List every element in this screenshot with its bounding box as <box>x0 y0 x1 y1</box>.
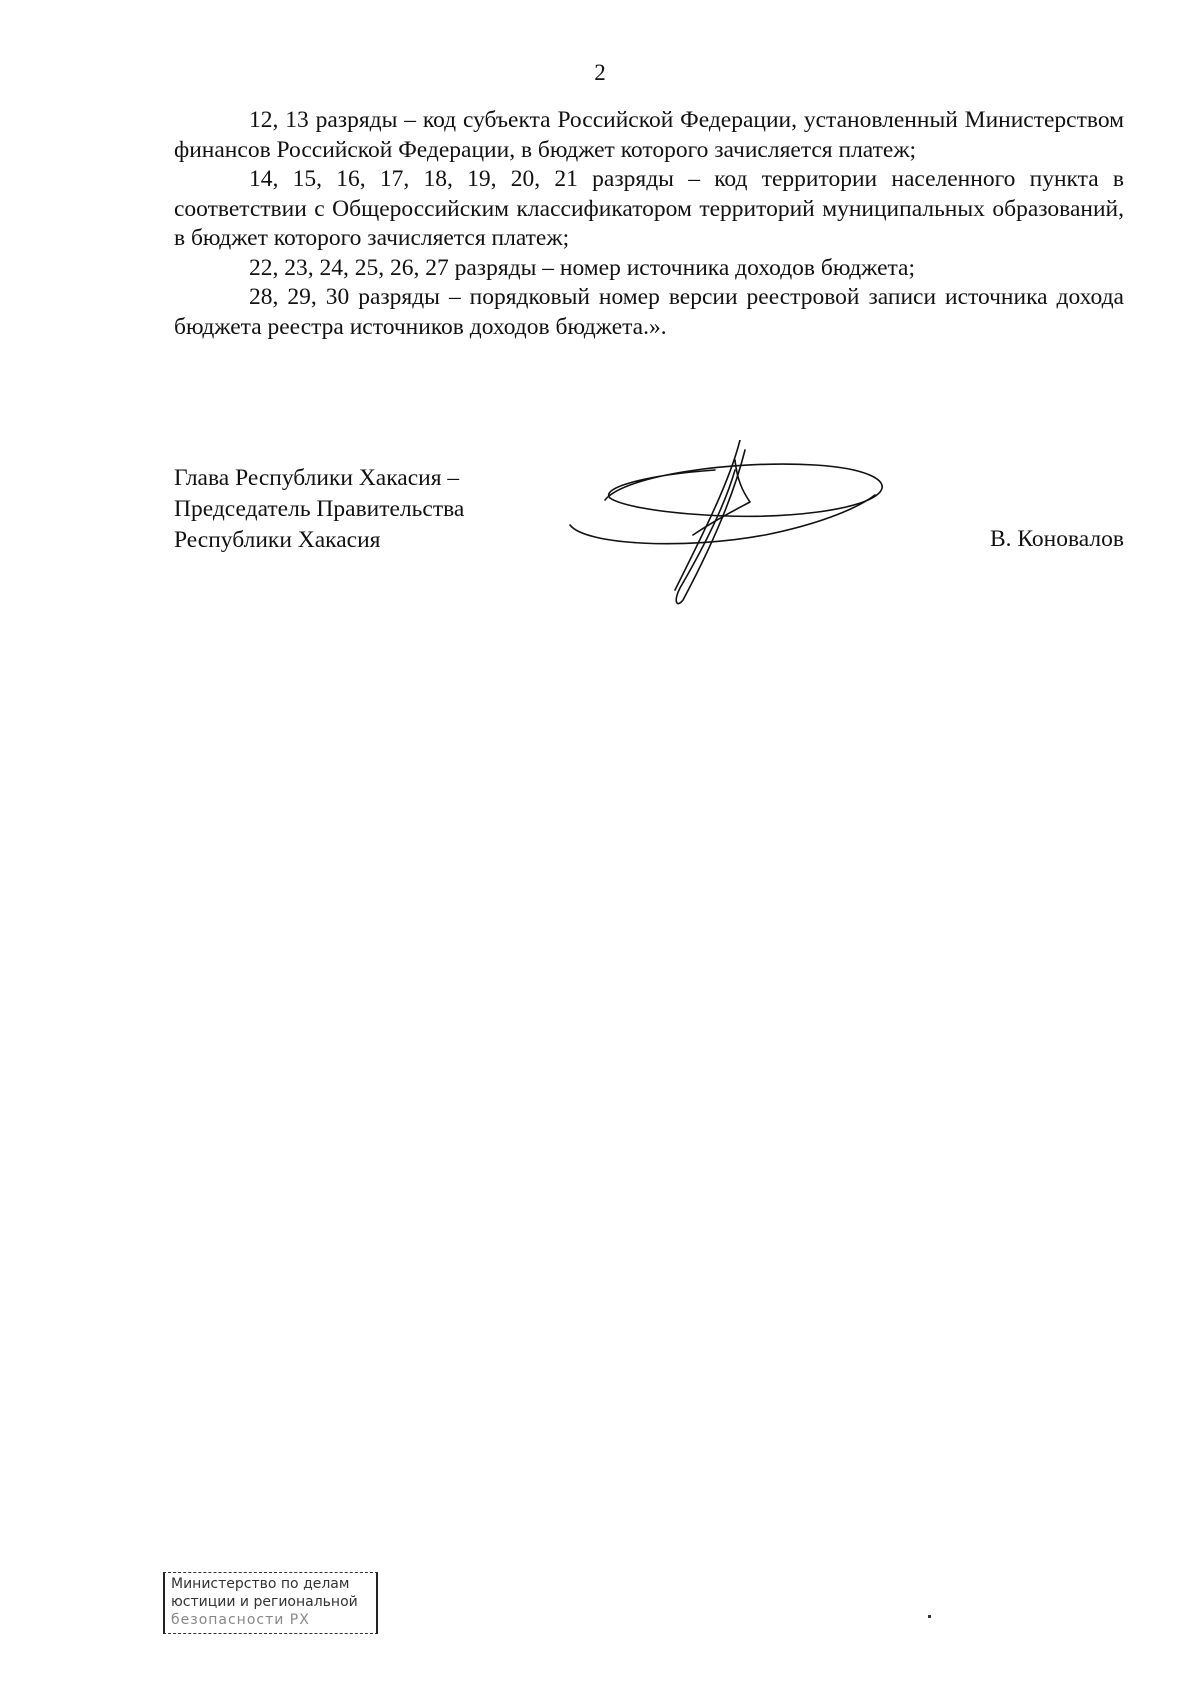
handwritten-signature <box>565 440 905 610</box>
page-number: 2 <box>594 60 606 85</box>
stamp-line: Министерство по делам <box>171 1576 350 1592</box>
stamp-line: безопасности РХ <box>171 1612 310 1628</box>
document-body <box>174 106 1124 342</box>
paragraph: 22, 23, 24, 25, 26, 27 разряды – номер источника доходов бюджета; <box>249 254 916 281</box>
signatory-title <box>174 463 464 556</box>
scan-speck <box>928 1615 931 1618</box>
stamp-line: юстиции и региональной <box>171 1594 358 1610</box>
signatory-title-line: Глава Республики Хакасия – <box>174 465 460 491</box>
paragraph: 28, 29, 30 разряды – порядковый номер версии реестровой записи источника дохода бюджета реестра источников доходов бюджета.». <box>174 284 1124 340</box>
signatory-title-line: Председатель Правительства <box>174 496 465 522</box>
registration-stamp <box>163 1572 378 1634</box>
signer-name: В. Коновалов <box>989 526 1124 552</box>
paragraph: 12, 13 разряды – код субъекта Российской Федерации, установленный Министерством финансов Российской Федерации, в бюджет которого зачисляется платеж; <box>174 107 1124 163</box>
signatory-title-line: Республики Хакасия <box>174 527 381 553</box>
paragraph: 14, 15, 16, 17, 18, 19, 20, 21 разряды – код территории населенного пункта в соответствии с Общероссийским классификатором территорий муниципальных образований, в бюджет которого зачисляется платеж; <box>174 166 1124 251</box>
